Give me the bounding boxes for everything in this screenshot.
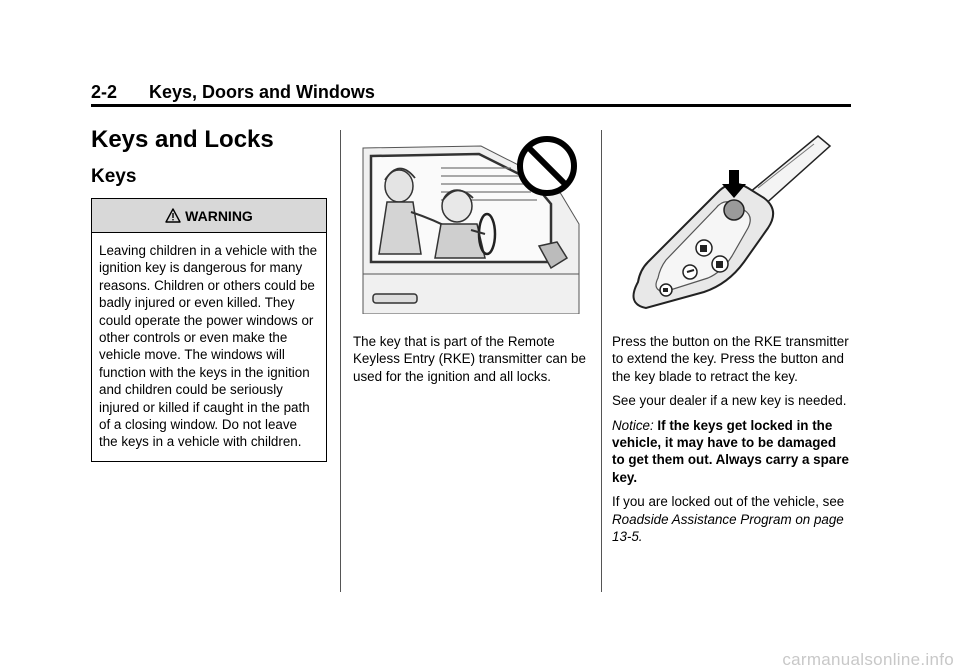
column-divider-right	[601, 130, 602, 592]
column-divider-left	[340, 130, 341, 592]
warning-triangle-icon	[165, 208, 181, 223]
locked-out-text: If you are locked out of the vehicle, see	[612, 494, 845, 510]
page-title: Keys and Locks	[91, 126, 274, 153]
middle-paragraph	[353, 333, 591, 392]
extend-key-paragraph: Press the button on the RKE transmitter to extend the key. Press the button and the key blade to retract the key.	[612, 334, 849, 384]
warning-text: Leaving children in a vehicle with the ignition key is dangerous for many reasons. Children or others could be badly injured or even killed. They could operate the power windows or other controls or even make the vehicle move. The windows will function with the keys in the ignition and children could be seriously injured or killed if caught in the path of a closing window. Do not leave the keys in a vehicle with children.	[99, 243, 318, 450]
right-column-text	[612, 333, 852, 552]
rke-key-description: The key that is part of the Remote Keyless Entry (RKE) transmitter can be used for the ignition and all locks.	[353, 334, 586, 384]
children-in-car-prohibited-illustration	[361, 134, 581, 314]
page-number: 2-2	[91, 82, 118, 102]
section-title: Keys, Doors and Windows	[149, 82, 375, 102]
roadside-assistance-link[interactable]: Roadside Assistance Program on page 13-5.	[612, 511, 844, 545]
warning-box	[91, 198, 327, 462]
locked-out-paragraph	[612, 493, 852, 545]
notice-text: If the keys get locked in the vehicle, it may have to be damaged to get them out. Always carry a spare key.	[612, 417, 849, 485]
warning-header	[92, 199, 326, 233]
watermark: carmanualsonline.info	[782, 650, 954, 669]
rke-transmitter-key-illustration	[618, 132, 838, 314]
notice-paragraph	[612, 417, 852, 487]
new-key-paragraph: See your dealer if a new key is needed.	[612, 393, 847, 409]
section-heading: Keys	[91, 166, 137, 187]
page-header	[91, 80, 851, 104]
warning-label: WARNING	[185, 207, 253, 224]
notice-label: Notice:	[612, 417, 654, 433]
header-rule	[91, 104, 851, 107]
